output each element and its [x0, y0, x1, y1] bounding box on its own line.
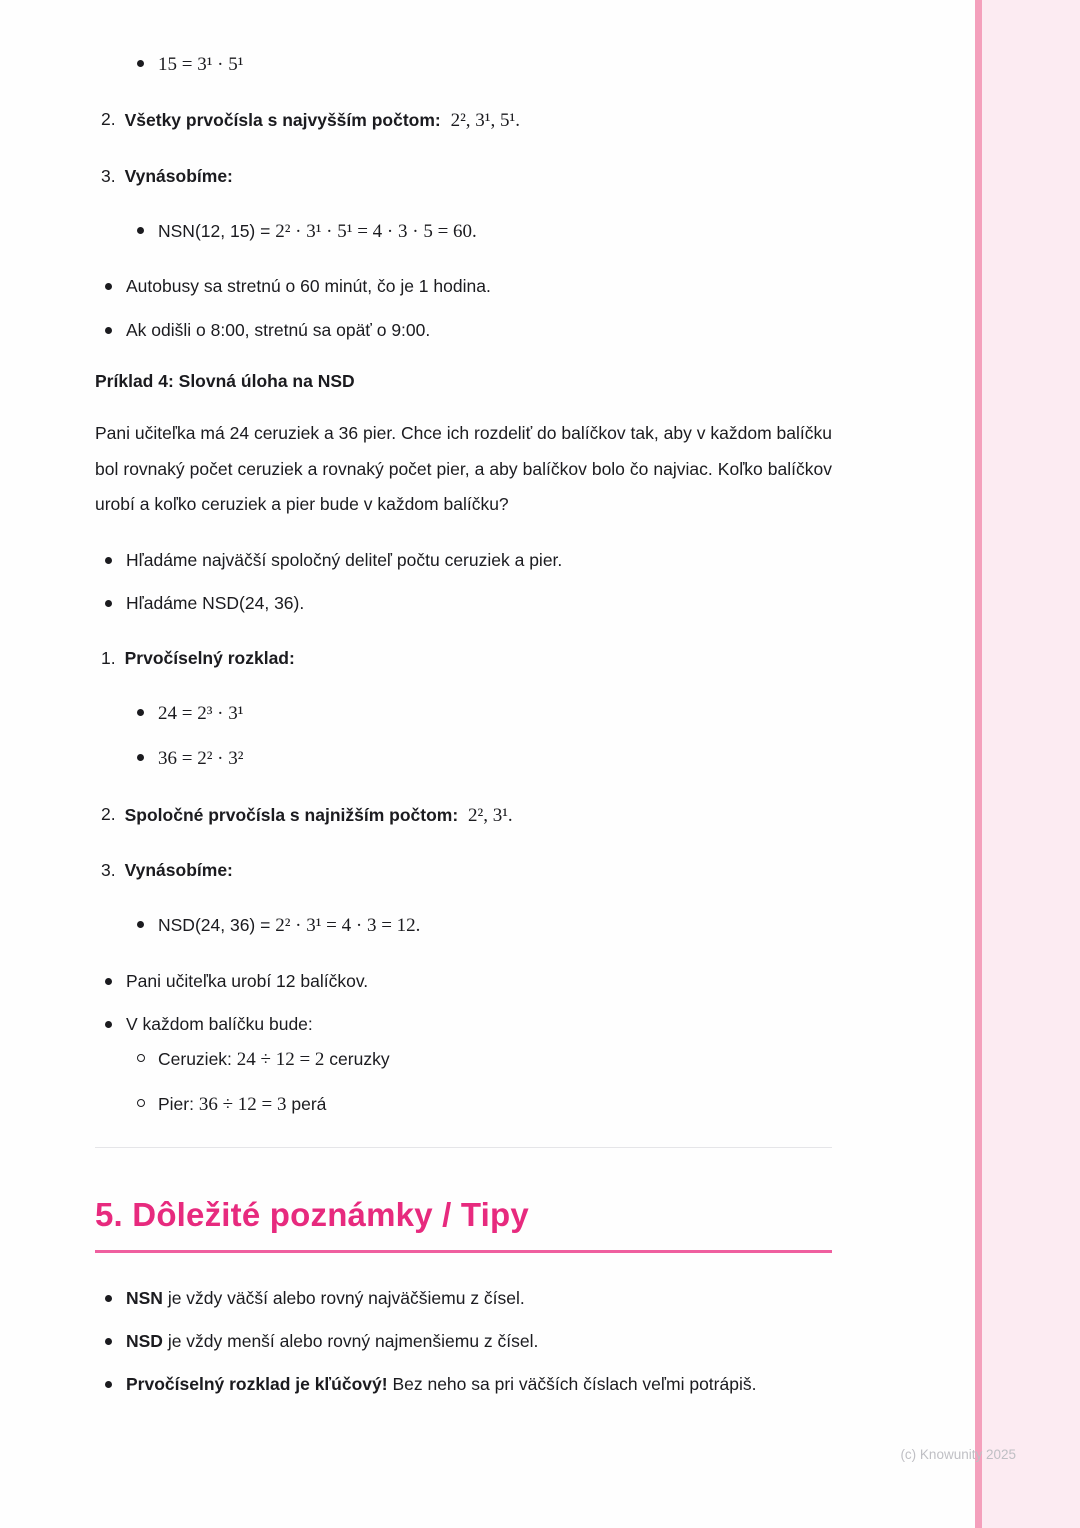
- step-text: [125, 163, 233, 190]
- list-item-text: Hľadáme NSD(24, 36).: [126, 593, 305, 614]
- math-expression: 24 ÷ 12 = 2: [236, 1048, 325, 1070]
- math-expression: 2² · 3¹ = 4 · 3 = 12.: [275, 915, 421, 937]
- bullet-circle-icon: [137, 1054, 145, 1062]
- numbered-step: [95, 801, 832, 830]
- tip-text: [126, 1371, 756, 1398]
- sub-item-label: Ceruziek:: [158, 1048, 237, 1069]
- copyright-watermark: (c) Knowunity 2025: [900, 1447, 1016, 1462]
- tip-bold: NSN: [126, 1287, 163, 1308]
- bullet-disc-icon: [105, 327, 112, 334]
- nsn-example-section: [95, 50, 832, 344]
- sub-item-tail: ceruzky: [324, 1048, 390, 1069]
- bullet-disc-icon: [137, 60, 144, 67]
- result-label: NSD(24, 36) =: [158, 915, 276, 936]
- list-item-text: Ak odišli o 8:00, stretnú sa opäť o 9:00.: [126, 319, 431, 340]
- list-item: [95, 317, 832, 344]
- result-label: NSN(12, 15) =: [158, 221, 276, 241]
- section-title-underline: [95, 1250, 832, 1253]
- step-label: Vynásobíme:: [124, 860, 233, 880]
- bullet-disc-icon: [105, 1381, 112, 1388]
- tip-rest: Bez neho sa pri väčších číslach veľmi potrápiš.: [387, 1373, 757, 1394]
- tips-section: [95, 1196, 832, 1398]
- step-label: Prvočíselný rozklad:: [124, 647, 295, 668]
- example-4-section: [95, 371, 832, 1120]
- math-expression: 2², 3¹, 5¹.: [450, 110, 520, 132]
- math-expression: 24 = 2³ · 3¹: [158, 702, 244, 724]
- bullet-disc-icon: [105, 600, 112, 607]
- step-label: Vynásobíme:: [124, 165, 233, 186]
- step-text: [125, 645, 295, 672]
- math-expression: 2² · 3¹ · 5¹ = 4 · 3 · 5 = 60.: [275, 221, 477, 242]
- math-expression: 36 = 2² · 3²: [158, 748, 244, 770]
- numbered-step: [95, 645, 832, 672]
- tip-text: [126, 1285, 525, 1312]
- list-item: [95, 968, 832, 995]
- bullet-disc-icon: [105, 1338, 112, 1345]
- list-item-text: V každom balíčku bude:: [126, 1013, 313, 1034]
- list-item: [95, 590, 832, 617]
- math-expression: 2², 3¹.: [468, 804, 513, 826]
- bullet-disc-icon: [105, 1295, 112, 1302]
- list-item: [95, 699, 832, 728]
- bullet-disc-icon: [105, 1021, 112, 1028]
- list-item-text: Hľadáme najväčší spoločný deliteľ počtu ceruziek a pier.: [126, 550, 563, 571]
- list-item-text: Pani učiteľka urobí 12 balíčkov.: [126, 970, 369, 991]
- right-margin-accent-line: [975, 0, 982, 1528]
- sub-item-tail: perá: [286, 1094, 327, 1115]
- list-item: [95, 744, 832, 773]
- step-number: 2.: [101, 803, 116, 824]
- bullet-disc-icon: [137, 921, 144, 928]
- numbered-step: [95, 106, 832, 135]
- section-divider: [95, 1147, 832, 1148]
- math-expression: 36 ÷ 12 = 3: [198, 1094, 287, 1116]
- bullet-disc-icon: [105, 283, 112, 290]
- step-label: Všetky prvočísla s najvyšším počtom:: [124, 110, 441, 131]
- step-number: 3.: [101, 165, 116, 186]
- right-margin-stripe: [982, 0, 1080, 1528]
- step-number: 2.: [101, 109, 116, 130]
- sub-list-item: [95, 1090, 832, 1119]
- tip-bold: Prvočíselný rozklad je kľúčový!: [126, 1373, 388, 1394]
- bullet-disc-icon: [137, 754, 144, 761]
- numbered-step: [95, 857, 832, 884]
- list-item: [95, 547, 832, 574]
- tip-text: [126, 1328, 538, 1355]
- list-item-text: Autobusy sa stretnú o 60 minút, čo je 1 hodina.: [126, 276, 491, 297]
- result-line: [158, 217, 477, 246]
- tip-item: [95, 1328, 832, 1355]
- tip-rest: je vždy menší alebo rovný najmenšiemu z čísel.: [162, 1330, 539, 1351]
- section-title: 5. Dôležité poznámky / Tipy: [95, 1195, 529, 1233]
- list-item: [95, 50, 832, 79]
- sub-item-label: Pier:: [158, 1094, 199, 1115]
- step-text: [125, 801, 513, 830]
- document-content: [95, 50, 832, 1425]
- tip-item: [95, 1285, 832, 1312]
- bullet-disc-icon: [105, 978, 112, 985]
- math-expression: 15 = 3¹ · 5¹: [158, 54, 244, 75]
- list-item: [95, 1011, 832, 1038]
- step-text: [125, 857, 233, 884]
- step-number: 1.: [101, 647, 116, 668]
- bullet-disc-icon: [105, 557, 112, 564]
- example-heading: Príklad 4: Slovná úloha na NSD: [95, 370, 355, 391]
- tip-bold: NSD: [126, 1330, 163, 1351]
- bullet-disc-icon: [137, 227, 144, 234]
- problem-paragraph: Pani učiteľka má 24 ceruziek a 36 pier. Chce ich rozdeliť do balíčkov tak, aby v každom balíčku bol rovnaký počet ceruziek a rovnaký počet pier, a aby balíčkov bolo čo najviac. Koľko balíčkov urobí a koľko ceruziek a pier bude v každom balíčku?: [95, 422, 832, 515]
- sub-list-item: [95, 1045, 832, 1074]
- result-line: [158, 911, 420, 940]
- step-label: Spoločné prvočísla s najnižším počtom:: [124, 804, 459, 825]
- tip-item: [95, 1371, 832, 1398]
- step-text: [125, 106, 520, 135]
- list-item: [95, 217, 832, 246]
- bullet-circle-icon: [137, 1099, 145, 1107]
- tip-rest: je vždy väčší alebo rovný najväčšiemu z čísel.: [162, 1287, 525, 1308]
- list-item: [95, 273, 832, 300]
- bullet-disc-icon: [137, 709, 144, 716]
- step-number: 3.: [101, 860, 116, 880]
- numbered-step: [95, 163, 832, 190]
- sub-item-line: [158, 1090, 326, 1119]
- sub-item-line: [158, 1045, 390, 1074]
- list-item: [95, 911, 832, 940]
